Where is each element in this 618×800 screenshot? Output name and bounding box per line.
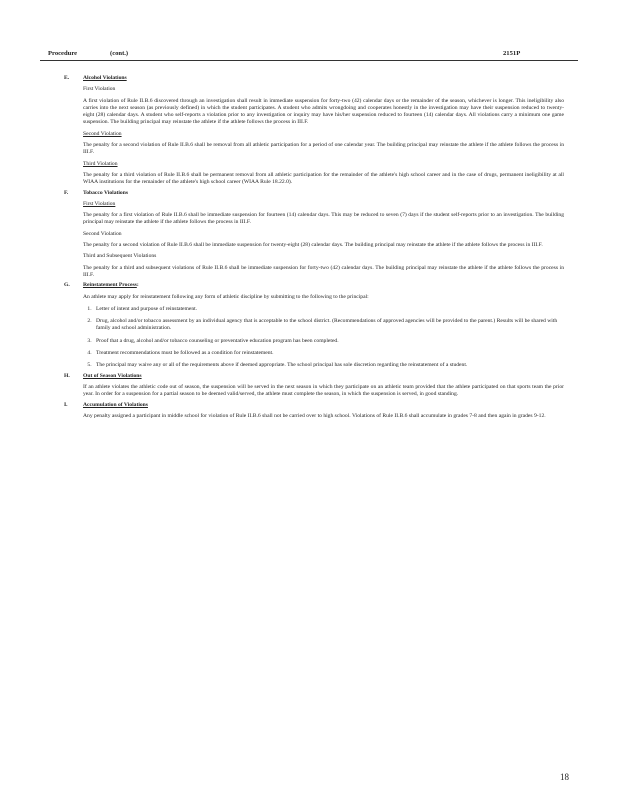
section-e-heading (64, 75, 564, 82)
paragraph: A first violation of Rule II.B.6 discovered through an investigation shall result in immediate suspension for forty-two (42) calendar days or the remainder of the season, whichever is longer. This ineligibility also carries into the next season (as previously defined) in which the student participates. A student who admits wrongdoing and cooperates honestly in the investigation may have their suspension reduced to twenty-eight (28) calendar days. A student who self-reports a violation prior to any investigation or inquiry may have his/her suspension reduced to fourteen (14) calendar days. All violations carry a minimum one game suspension. The building principal may reinstate the athlete if the athlete follows the process in III.F. (83, 97, 564, 126)
list-item: 1. Letter of intent and purpose of reinstatement. (93, 306, 564, 313)
section-title: Out of Season Violations (83, 372, 142, 379)
paragraph: The penalty for a first violation of Rule II.B.6 shall be immediate suspension for fourteen (14) calendar days. This may be reduced to seven (7) days if the student self-reports prior to an investigation. The building principal may reinstate the athlete if the athlete follows the process in III.F. (83, 212, 564, 226)
section-title: Tobacco Violations (83, 189, 129, 196)
section-f-body (83, 201, 564, 279)
policy-code: 2151P (503, 50, 521, 57)
procedure-label: Procedure (48, 50, 78, 57)
subheading: Second Violation (83, 130, 122, 137)
cont-label: (cont.) (110, 50, 129, 57)
section-title: Reinstatement Process (83, 282, 137, 289)
paragraph: An athlete may apply for reinstatement following any form of athletic discipline by submitting to the following to the principal: (83, 293, 369, 300)
list-item: 3. Proof that a drug, alcohol and/or tobacco counseling or preventative education program has been completed. (93, 338, 564, 345)
section-letter: I. (64, 401, 68, 408)
paragraph: The penalty for a second violation of Rule II.B.6 shall be removal from all athletic participation for a period of one calendar year. The building principal may reinstate the athlete if the athlete follows the process in III.F. (83, 142, 564, 156)
page-number: 18 (560, 772, 569, 782)
list-item: 5. The principal may waive any or all of the requirements above if deemed appropriate. The school principal has sole discretion regarding the reinstatement of a student. (93, 362, 564, 369)
section-e-body (83, 86, 564, 186)
section-letter: G. (64, 282, 70, 289)
list-item: 4. Treatment recommendations must be followed as a condition for reinstatement. (93, 350, 564, 357)
section-h-heading (64, 373, 564, 380)
list-item: 2. Drug, alcohol and/or tobacco assessment by an individual agency that is acceptable to the school district. (Recommendations of approved agencies will be provided to the parent.) Results will be shared with family and school administration. (93, 318, 564, 333)
section-g-heading (64, 282, 564, 289)
subheading: First Violation (83, 200, 116, 207)
section-letter: F. (64, 189, 69, 196)
section-letter: H. (64, 372, 70, 379)
paragraph: The penalty for a third violation of Rule II.B.6 shall be permanent removal from all athletic participation for the remainder of the athlete's high school career and in the case of drugs, permanent ineligibility at all WIAA institutions for the remainder of the athlete's high school career (WIAA Rule 18.22.0). (83, 171, 564, 186)
subheading: First Violation (83, 86, 116, 93)
requirements-list (83, 306, 564, 370)
section-letter: E. (64, 75, 70, 81)
section-title-suffix: : (136, 282, 139, 289)
paragraph: The penalty for a second violation of Rule II.B.6 shall be immediate suspension for twenty-eight (28) calendar days. The building principal may reinstate the athlete if the athlete follows the process in III.F. (83, 242, 543, 249)
section-i-heading (64, 402, 564, 409)
section-i-body (83, 413, 564, 420)
section-h-body (83, 384, 564, 399)
paragraph: If an athlete violates the athletic code out of season, the suspension will be served in the next season in which they participate on an athletic team provided that the athlete participated on that sports team the prior year. In order for a suspension for a partial season to be deemed valid/served, the athlete must complete the season, in which the suspension is served, in good standing. (83, 383, 564, 398)
paragraph: The penalty for a third and subsequent violations of Rule II.B.6 shall be immediate suspension for forty-two (42) calendar days. The building principal may reinstate the athlete if the athlete follows the process in III.F. (83, 264, 564, 278)
subheading: Second Violation (83, 230, 122, 237)
header-rule (40, 60, 578, 61)
section-f-heading (64, 190, 564, 197)
section-g-body (83, 294, 564, 370)
subheading: Third and Subsequent Violations (83, 253, 157, 260)
section-title: Accumulation of Violations (83, 401, 148, 408)
subheading: Third Violation (83, 160, 118, 167)
document-body (64, 72, 564, 420)
paragraph: Any penalty assigned a participant in middle school for violation of Rule II.B.6 shall not be carried over to high school. Violations of Rule II.B.6 shall accumulate in grades 7-8 and then again in grades 9-12. (83, 412, 546, 419)
section-title: Alcohol Violations (83, 75, 127, 81)
